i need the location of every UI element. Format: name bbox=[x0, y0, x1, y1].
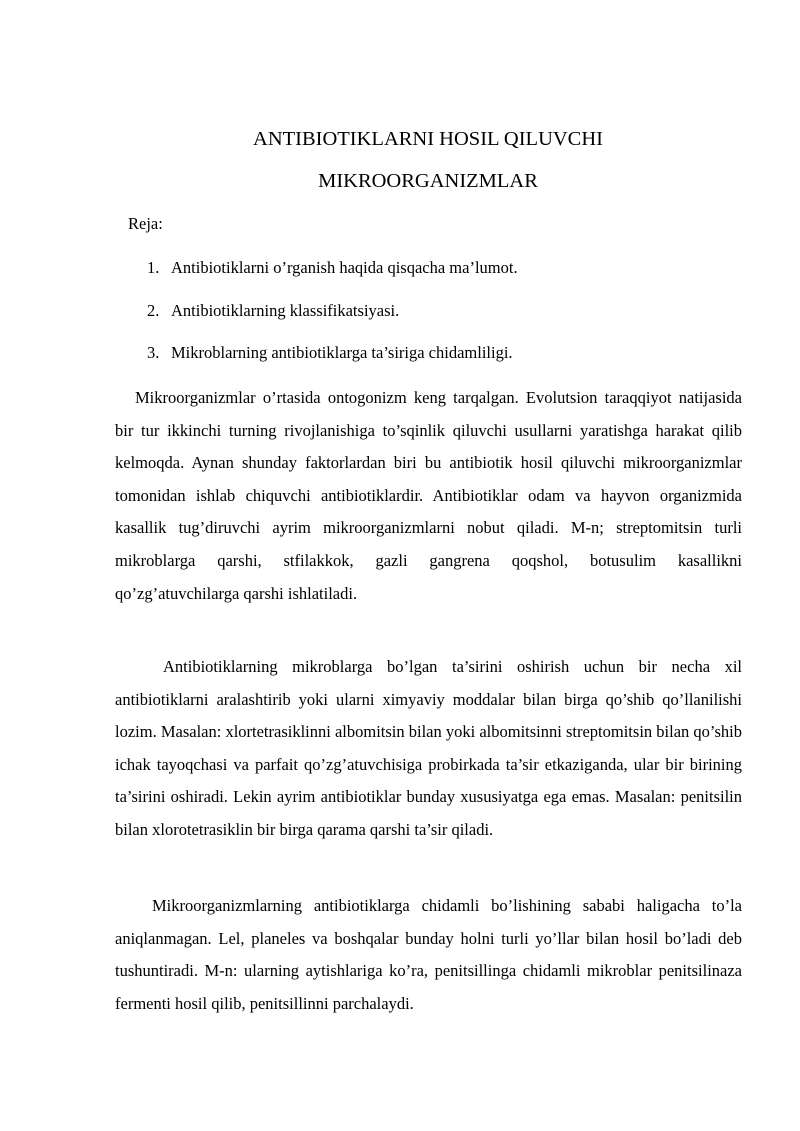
plan-item-text: Antibiotiklarni o’rganish haqida qisqacha ma’lumot. bbox=[171, 258, 518, 277]
document-title bbox=[0, 118, 800, 202]
plan-item-number: 1. bbox=[147, 258, 160, 277]
plan-item-text: Mikroblarning antibiotiklarga ta’siriga chidamliligi. bbox=[171, 343, 513, 362]
title-line-2: MIKROORGANIZMLAR bbox=[318, 170, 538, 192]
plan-item-number: 2. bbox=[147, 300, 160, 320]
title-line-1: ANTIBIOTIKLARNI HOSIL QILUVCHI bbox=[253, 128, 603, 150]
plan-item bbox=[147, 256, 518, 280]
paragraph-antagonism: Mikroorganizmlar o’rtasida ontogonizm keng tarqalgan. Evolutsion taraqqiyot natijasida bir tur ikkinchi turning rivojlanishiga to’sqinlik qiluvchi usullarni yaratishga harakat qilib kelmoqda. Aynan shunday faktorlardan biri bu antibiotik hosil qiluvchi mikroorganizmlar tomonidan ishlab chiquvchi antibiotiklardir. Antibiotiklar odam va hayvon organizmida kasallik tug’diruvchi ayrim mikroorganizmlarni nobut qiladi. M-n; streptomitsin turli mikroblarga qarshi, stfilakkok, gazli gangrena qoqshol, botusulim kasallikni qo’zg’atuvchilarga qarshi ishlatiladi. bbox=[115, 388, 742, 603]
paragraph-combination: Antibiotiklarning mikroblarga bo’lgan ta’sirini oshirish uchun bir necha xil antibiotiklarni aralashtirib yoki ularni ximyaviy moddalar bilan birga qo’shib qo’llanilishi lozim. Masalan: xlortetrasiklinni albomitsin bilan yoki albomitsinni streptomitsin bilan qo’shib ichak tayoqchasi va parfait qo’zg’atuvchisiga probirkada ta’sir etkaziganda, ular bir birining ta’sirini oshiradi. Lekin ayrim antibiotiklar bunday xususiyatga ega emas. Masalan: penitsilin bilan xlorotetrasiklin bir birga qarama qarshi ta’sir qiladi. bbox=[115, 657, 742, 839]
plan-label: Reja: bbox=[128, 214, 163, 233]
plan-item bbox=[147, 341, 518, 365]
plan-item-number: 3. bbox=[147, 343, 160, 362]
plan-list bbox=[147, 256, 518, 384]
plan-item-text: Antibiotiklarning klassifikatsiyasi. bbox=[171, 300, 400, 320]
plan-item bbox=[147, 299, 518, 323]
paragraph-resistance: Mikroorganizmlarning antibiotiklarga chidamli bo’lishining sababi haligacha to’la aniqlanmagan. Lel, planeles va boshqalar bunday holni turli yo’llar bilan hosil bo’ladi deb tushuntiradi. M-n: ularning aytishlariga ko’ra, penitsillinga chidamli mikroblar penitsilinaza fermenti hosil qilib, penitsillinni parchalaydi. bbox=[115, 896, 742, 1013]
